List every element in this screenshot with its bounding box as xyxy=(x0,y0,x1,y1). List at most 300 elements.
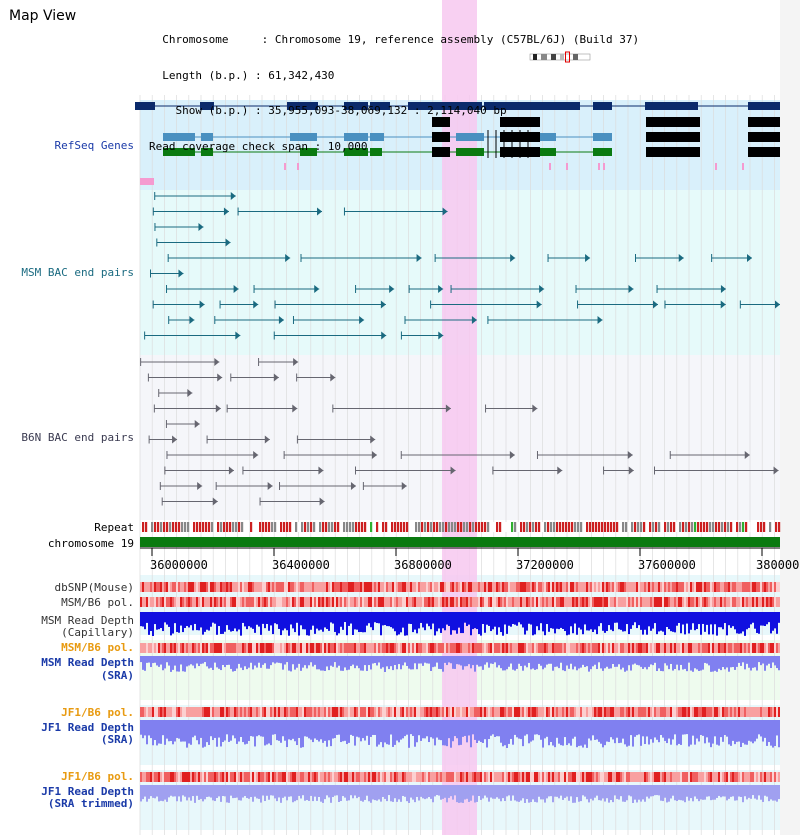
bac-pair-arrow xyxy=(265,436,270,444)
polymorphism-bin xyxy=(566,597,568,607)
polymorphism-bin xyxy=(266,597,268,607)
read-depth-bin xyxy=(190,785,192,801)
polymorphism-bin xyxy=(418,597,420,607)
polymorphism-bin xyxy=(412,772,414,782)
track-label-refseq[interactable]: RefSeq Genes xyxy=(54,139,134,152)
read-depth-bin xyxy=(482,612,484,624)
read-depth-bin xyxy=(348,612,350,626)
polymorphism-bin xyxy=(278,597,280,607)
read-depth-bin xyxy=(478,720,480,741)
read-depth-bin xyxy=(390,656,392,666)
polymorphism-bin xyxy=(414,597,416,607)
read-depth-bin xyxy=(160,785,162,801)
read-depth-bin xyxy=(418,720,420,735)
read-depth-bin xyxy=(242,720,244,742)
polymorphism-bin xyxy=(250,582,252,592)
polymorphism-bin xyxy=(190,582,192,592)
polymorphism-bin xyxy=(446,643,448,653)
polymorphism-bin xyxy=(650,597,652,607)
polymorphism-bin xyxy=(724,772,726,782)
read-depth-bin xyxy=(604,656,606,668)
read-depth-bin xyxy=(450,785,452,796)
polymorphism-bin xyxy=(754,772,756,782)
read-depth-bin xyxy=(528,612,530,624)
track-label-jf1-pol-2[interactable]: JF1/B6 pol. xyxy=(61,770,134,783)
polymorphism-bin xyxy=(764,597,766,607)
polymorphism-bin xyxy=(708,582,710,592)
polymorphism-bin xyxy=(662,582,664,592)
repeat-segment xyxy=(538,522,540,532)
polymorphism-bin xyxy=(324,643,326,653)
polymorphism-bin xyxy=(178,582,180,592)
read-depth-bin xyxy=(390,785,392,801)
read-depth-bin xyxy=(772,656,774,662)
polymorphism-bin xyxy=(598,772,600,782)
polymorphism-bin xyxy=(532,643,534,653)
read-depth-bin xyxy=(516,720,518,737)
read-depth-bin xyxy=(242,656,244,670)
polymorphism-bin xyxy=(330,772,332,782)
read-depth-bin xyxy=(548,720,550,745)
polymorphism-bin xyxy=(686,582,688,592)
read-depth-bin xyxy=(292,656,294,664)
read-depth-bin xyxy=(734,656,736,670)
polymorphism-bin xyxy=(166,772,168,782)
read-depth-bin xyxy=(496,785,498,797)
polymorphism-bin xyxy=(726,772,728,782)
read-depth-bin xyxy=(644,785,646,802)
read-depth-bin xyxy=(322,612,324,632)
polymorphism-bin xyxy=(406,582,408,592)
read-depth-bin xyxy=(402,656,404,665)
read-depth-bin xyxy=(464,720,466,736)
repeat-segment xyxy=(559,522,561,532)
read-depth-bin xyxy=(294,612,296,632)
read-depth-bin xyxy=(558,656,560,668)
read-depth-bin xyxy=(552,612,554,629)
read-depth-bin xyxy=(216,656,218,667)
read-depth-bin xyxy=(444,656,446,663)
read-depth-bin xyxy=(520,656,522,666)
read-depth-bin xyxy=(580,612,582,630)
read-depth-bin xyxy=(658,612,660,631)
polymorphism-bin xyxy=(478,707,480,717)
capillary-track-bg xyxy=(140,575,780,635)
repeat-segment xyxy=(754,522,756,532)
read-depth-bin xyxy=(246,720,248,744)
polymorphism-bin xyxy=(220,582,222,592)
read-depth-bin xyxy=(716,656,718,672)
polymorphism-bin xyxy=(460,772,462,782)
read-depth-bin xyxy=(500,656,502,668)
read-depth-bin xyxy=(238,656,240,664)
polymorphism-bin xyxy=(406,707,408,717)
polymorphism-bin xyxy=(774,582,776,592)
read-depth-bin xyxy=(380,785,382,802)
track-label-msm-depth-sra[interactable]: MSM Read Depth xyxy=(41,656,134,669)
repeat-segment xyxy=(307,522,309,532)
read-depth-bin xyxy=(536,785,538,802)
read-depth-bin xyxy=(306,785,308,800)
read-depth-bin xyxy=(572,612,574,633)
track-label-jf1-depth-1-sub: (SRA) xyxy=(100,733,134,746)
polymorphism-bin xyxy=(518,597,520,607)
read-depth-bin xyxy=(602,785,604,798)
repeat-segment xyxy=(277,522,279,532)
polymorphism-bin xyxy=(760,772,762,782)
read-depth-bin xyxy=(376,612,378,623)
polymorphism-bin xyxy=(204,597,206,607)
polymorphism-bin xyxy=(584,643,586,653)
polymorphism-bin xyxy=(720,582,722,592)
polymorphism-bin xyxy=(726,597,728,607)
read-depth-bin xyxy=(428,720,430,742)
repeat-segment xyxy=(184,522,186,532)
polymorphism-bin xyxy=(570,582,572,592)
polymorphism-bin xyxy=(186,597,188,607)
polymorphism-bin xyxy=(498,597,500,607)
read-depth-bin xyxy=(594,785,596,798)
read-depth-bin xyxy=(442,612,444,628)
polymorphism-bin xyxy=(744,772,746,782)
polymorphism-bin xyxy=(222,772,224,782)
read-depth-bin xyxy=(214,656,216,663)
read-depth-bin xyxy=(592,785,594,800)
track-label-jf1-depth-2[interactable]: JF1 Read Depth xyxy=(41,785,134,798)
repeat-segment xyxy=(508,522,510,532)
polymorphism-bin xyxy=(294,772,296,782)
read-depth-bin xyxy=(762,656,764,664)
polymorphism-bin xyxy=(272,643,274,653)
read-depth-bin xyxy=(446,612,448,625)
read-depth-bin xyxy=(180,612,182,626)
polymorphism-bin xyxy=(632,597,634,607)
polymorphism-bin xyxy=(604,597,606,607)
read-depth-bin xyxy=(594,612,596,630)
polymorphism-bin xyxy=(452,597,454,607)
read-depth-bin xyxy=(680,612,682,633)
read-depth-bin xyxy=(308,785,310,801)
polymorphism-bin xyxy=(468,707,470,717)
read-depth-bin xyxy=(558,785,560,798)
repeat-segment xyxy=(520,522,522,532)
polymorphism-bin xyxy=(714,707,716,717)
chromosome-ideogram[interactable] xyxy=(529,51,591,63)
polymorphism-bin xyxy=(454,597,456,607)
read-depth-bin xyxy=(532,612,534,635)
polymorphism-bin xyxy=(310,582,312,592)
read-depth-bin xyxy=(656,656,658,671)
read-depth-bin xyxy=(154,720,156,740)
polymorphism-bin xyxy=(164,643,166,653)
polymorphism-bin xyxy=(566,643,568,653)
track-label-msm-depth-cap[interactable]: MSM Read Depth xyxy=(41,614,134,627)
polymorphism-bin xyxy=(304,707,306,717)
read-depth-bin xyxy=(420,656,422,663)
polymorphism-bin xyxy=(236,597,238,607)
polymorphism-bin xyxy=(432,597,434,607)
read-depth-bin xyxy=(668,720,670,739)
track-label-jf1-depth-1[interactable]: JF1 Read Depth xyxy=(41,721,134,734)
polymorphism-bin xyxy=(712,707,714,717)
read-depth-bin xyxy=(256,656,258,668)
polymorphism-bin xyxy=(292,597,294,607)
read-depth-bin xyxy=(316,656,318,669)
read-depth-bin xyxy=(636,612,638,628)
read-depth-bin xyxy=(596,720,598,739)
repeat-segment xyxy=(424,522,426,532)
polymorphism-bin xyxy=(328,582,330,592)
read-depth-bin xyxy=(262,656,264,665)
repeat-segment xyxy=(646,522,648,532)
read-depth-bin xyxy=(734,785,736,801)
read-depth-bin xyxy=(424,720,426,738)
read-depth-bin xyxy=(752,612,754,623)
repeat-segment xyxy=(601,522,603,532)
track-label-b6n-bac[interactable]: B6N BAC end pairs xyxy=(21,431,134,444)
polymorphism-bin xyxy=(276,643,278,653)
polymorphism-bin xyxy=(154,707,156,717)
read-depth-bin xyxy=(416,656,418,669)
polymorphism-bin xyxy=(544,772,546,782)
polymorphism-bin xyxy=(266,582,268,592)
read-depth-bin xyxy=(526,720,528,734)
polymorphism-bin xyxy=(282,582,284,592)
track-label-msm-bac[interactable]: MSM BAC end pairs xyxy=(21,266,134,279)
polymorphism-bin xyxy=(562,707,564,717)
polymorphism-bin xyxy=(188,582,190,592)
read-depth-bin xyxy=(216,720,218,747)
polymorphism-bin xyxy=(344,597,346,607)
polymorphism-bin xyxy=(732,707,734,717)
read-depth-bin xyxy=(326,785,328,795)
read-depth-bin xyxy=(280,612,282,635)
polymorphism-bin xyxy=(344,582,346,592)
read-depth-bin xyxy=(522,785,524,798)
repeat-segment xyxy=(598,522,600,532)
read-depth-bin xyxy=(556,785,558,797)
repeat-segment xyxy=(253,522,255,532)
bac-pair-arrow xyxy=(253,301,258,309)
polymorphism-bin xyxy=(294,597,296,607)
bac-pair-arrow xyxy=(585,254,590,262)
polymorphism-bin xyxy=(462,772,464,782)
read-depth-bin xyxy=(414,785,416,802)
read-depth-bin xyxy=(228,612,230,630)
read-depth-bin xyxy=(432,785,434,802)
polymorphism-bin xyxy=(700,707,702,717)
polymorphism-bin xyxy=(552,643,554,653)
polymorphism-bin xyxy=(638,772,640,782)
read-depth-bin xyxy=(296,656,298,668)
read-depth-bin xyxy=(584,656,586,667)
polymorphism-bin xyxy=(380,772,382,782)
read-depth-bin xyxy=(300,720,302,748)
read-depth-bin xyxy=(462,785,464,803)
read-depth-bin xyxy=(652,785,654,796)
polymorphism-bin xyxy=(470,643,472,653)
polymorphism-bin xyxy=(224,597,226,607)
polymorphism-bin xyxy=(190,772,192,782)
polymorphism-bin xyxy=(580,597,582,607)
read-depth-bin xyxy=(400,612,402,632)
polymorphism-bin xyxy=(474,597,476,607)
polymorphism-bin xyxy=(318,597,320,607)
read-depth-bin xyxy=(606,612,608,631)
read-depth-bin xyxy=(316,720,318,740)
read-depth-bin xyxy=(302,656,304,668)
polymorphism-bin xyxy=(676,707,678,717)
polymorphism-bin xyxy=(726,707,728,717)
polymorphism-bin xyxy=(740,643,742,653)
polymorphism-bin xyxy=(316,597,318,607)
read-depth-bin xyxy=(670,785,672,798)
polymorphism-bin xyxy=(652,643,654,653)
polymorphism-bin xyxy=(464,643,466,653)
polymorphism-bin xyxy=(536,582,538,592)
polymorphism-bin xyxy=(694,772,696,782)
polymorphism-bin xyxy=(488,582,490,592)
polymorphism-bin xyxy=(336,643,338,653)
track-label-dbsnp[interactable]: dbSNP(Mouse) xyxy=(54,581,134,594)
read-depth-bin xyxy=(166,612,168,625)
polymorphism-bin xyxy=(562,597,564,607)
read-depth-bin xyxy=(740,720,742,747)
polymorphism-bin xyxy=(300,597,302,607)
read-depth-bin xyxy=(748,785,750,798)
track-label-msm-pol-sra[interactable]: MSM/B6 pol. xyxy=(61,641,134,654)
read-depth-bin xyxy=(688,612,690,633)
read-depth-bin xyxy=(496,720,498,736)
read-depth-bin xyxy=(608,720,610,742)
read-depth-bin xyxy=(230,656,232,669)
read-depth-bin xyxy=(664,656,666,663)
polymorphism-bin xyxy=(442,707,444,717)
polymorphism-bin xyxy=(692,772,694,782)
polymorphism-bin xyxy=(482,643,484,653)
read-depth-bin xyxy=(334,785,336,796)
polymorphism-bin xyxy=(776,772,778,782)
polymorphism-bin xyxy=(756,643,758,653)
read-depth-bin xyxy=(742,785,744,802)
read-depth-bin xyxy=(318,656,320,669)
repeat-segment xyxy=(463,522,465,532)
read-depth-bin xyxy=(542,612,544,631)
polymorphism-bin xyxy=(536,707,538,717)
polymorphism-bin xyxy=(722,597,724,607)
polymorphism-bin xyxy=(244,582,246,592)
polymorphism-bin xyxy=(486,582,488,592)
track-label-jf1-pol-1[interactable]: JF1/B6 pol. xyxy=(61,706,134,719)
read-depth-bin xyxy=(480,720,482,742)
polymorphism-bin xyxy=(304,582,306,592)
read-depth-bin xyxy=(772,612,774,631)
track-label-repeat[interactable]: Repeat xyxy=(94,521,134,534)
polymorphism-bin xyxy=(640,772,642,782)
polymorphism-bin xyxy=(646,772,648,782)
read-depth-bin xyxy=(664,612,666,635)
read-depth-bin xyxy=(766,785,768,797)
read-depth-bin xyxy=(566,612,568,635)
polymorphism-bin xyxy=(448,707,450,717)
polymorphism-bin xyxy=(430,707,432,717)
polymorphism-bin xyxy=(412,582,414,592)
read-depth-bin xyxy=(438,612,440,628)
read-depth-bin xyxy=(698,656,700,671)
read-depth-bin xyxy=(768,785,770,801)
read-depth-bin xyxy=(606,720,608,742)
polymorphism-bin xyxy=(154,597,156,607)
read-depth-bin xyxy=(534,720,536,735)
read-depth-bin xyxy=(266,720,268,744)
read-depth-bin xyxy=(668,612,670,629)
polymorphism-bin xyxy=(636,772,638,782)
polymorphism-bin xyxy=(396,643,398,653)
polymorphism-bin xyxy=(672,597,674,607)
repeat-segment xyxy=(535,522,537,532)
bac-pair-arrow xyxy=(775,301,780,309)
read-depth-bin xyxy=(522,656,524,671)
read-depth-bin xyxy=(676,656,678,665)
polymorphism-bin xyxy=(148,707,150,717)
read-depth-bin xyxy=(360,612,362,632)
repeat-segment xyxy=(376,522,378,532)
polymorphism-bin xyxy=(152,582,154,592)
polymorphism-bin xyxy=(364,597,366,607)
read-depth-bin xyxy=(728,720,730,744)
polymorphism-bin xyxy=(322,597,324,607)
polymorphism-bin xyxy=(680,707,682,717)
polymorphism-bin xyxy=(670,582,672,592)
read-depth-bin xyxy=(526,612,528,631)
polymorphism-bin xyxy=(602,772,604,782)
read-depth-bin xyxy=(222,720,224,742)
polymorphism-bin xyxy=(388,707,390,717)
read-depth-bin xyxy=(764,720,766,738)
read-depth-bin xyxy=(256,785,258,798)
read-depth-bin xyxy=(368,720,370,745)
polymorphism-bin xyxy=(370,707,372,717)
repeat-segment xyxy=(667,522,669,532)
polymorphism-bin xyxy=(342,582,344,592)
read-depth-bin xyxy=(262,720,264,737)
bac-pair-arrow xyxy=(721,285,726,293)
read-depth-bin xyxy=(552,720,554,745)
polymorphism-bin xyxy=(592,597,594,607)
polymorphism-bin xyxy=(406,772,408,782)
polymorphism-bin xyxy=(728,582,730,592)
polymorphism-bin xyxy=(398,707,400,717)
read-depth-bin xyxy=(440,720,442,740)
polymorphism-bin xyxy=(292,772,294,782)
polymorphism-bin xyxy=(612,597,614,607)
read-depth-bin xyxy=(484,720,486,739)
repeat-segment xyxy=(676,522,678,532)
read-depth-bin xyxy=(464,656,466,666)
polymorphism-bin xyxy=(196,582,198,592)
read-depth-bin xyxy=(262,612,264,624)
polymorphism-bin xyxy=(142,707,144,717)
polymorphism-bin xyxy=(424,643,426,653)
polymorphism-bin xyxy=(450,772,452,782)
polymorphism-bin xyxy=(376,707,378,717)
polymorphism-bin xyxy=(356,582,358,592)
polymorphism-bin xyxy=(748,707,750,717)
polymorphism-bin xyxy=(642,597,644,607)
polymorphism-bin xyxy=(382,772,384,782)
track-label-msm-pol-cap[interactable]: MSM/B6 pol. xyxy=(61,596,134,609)
read-depth-bin xyxy=(770,656,772,668)
